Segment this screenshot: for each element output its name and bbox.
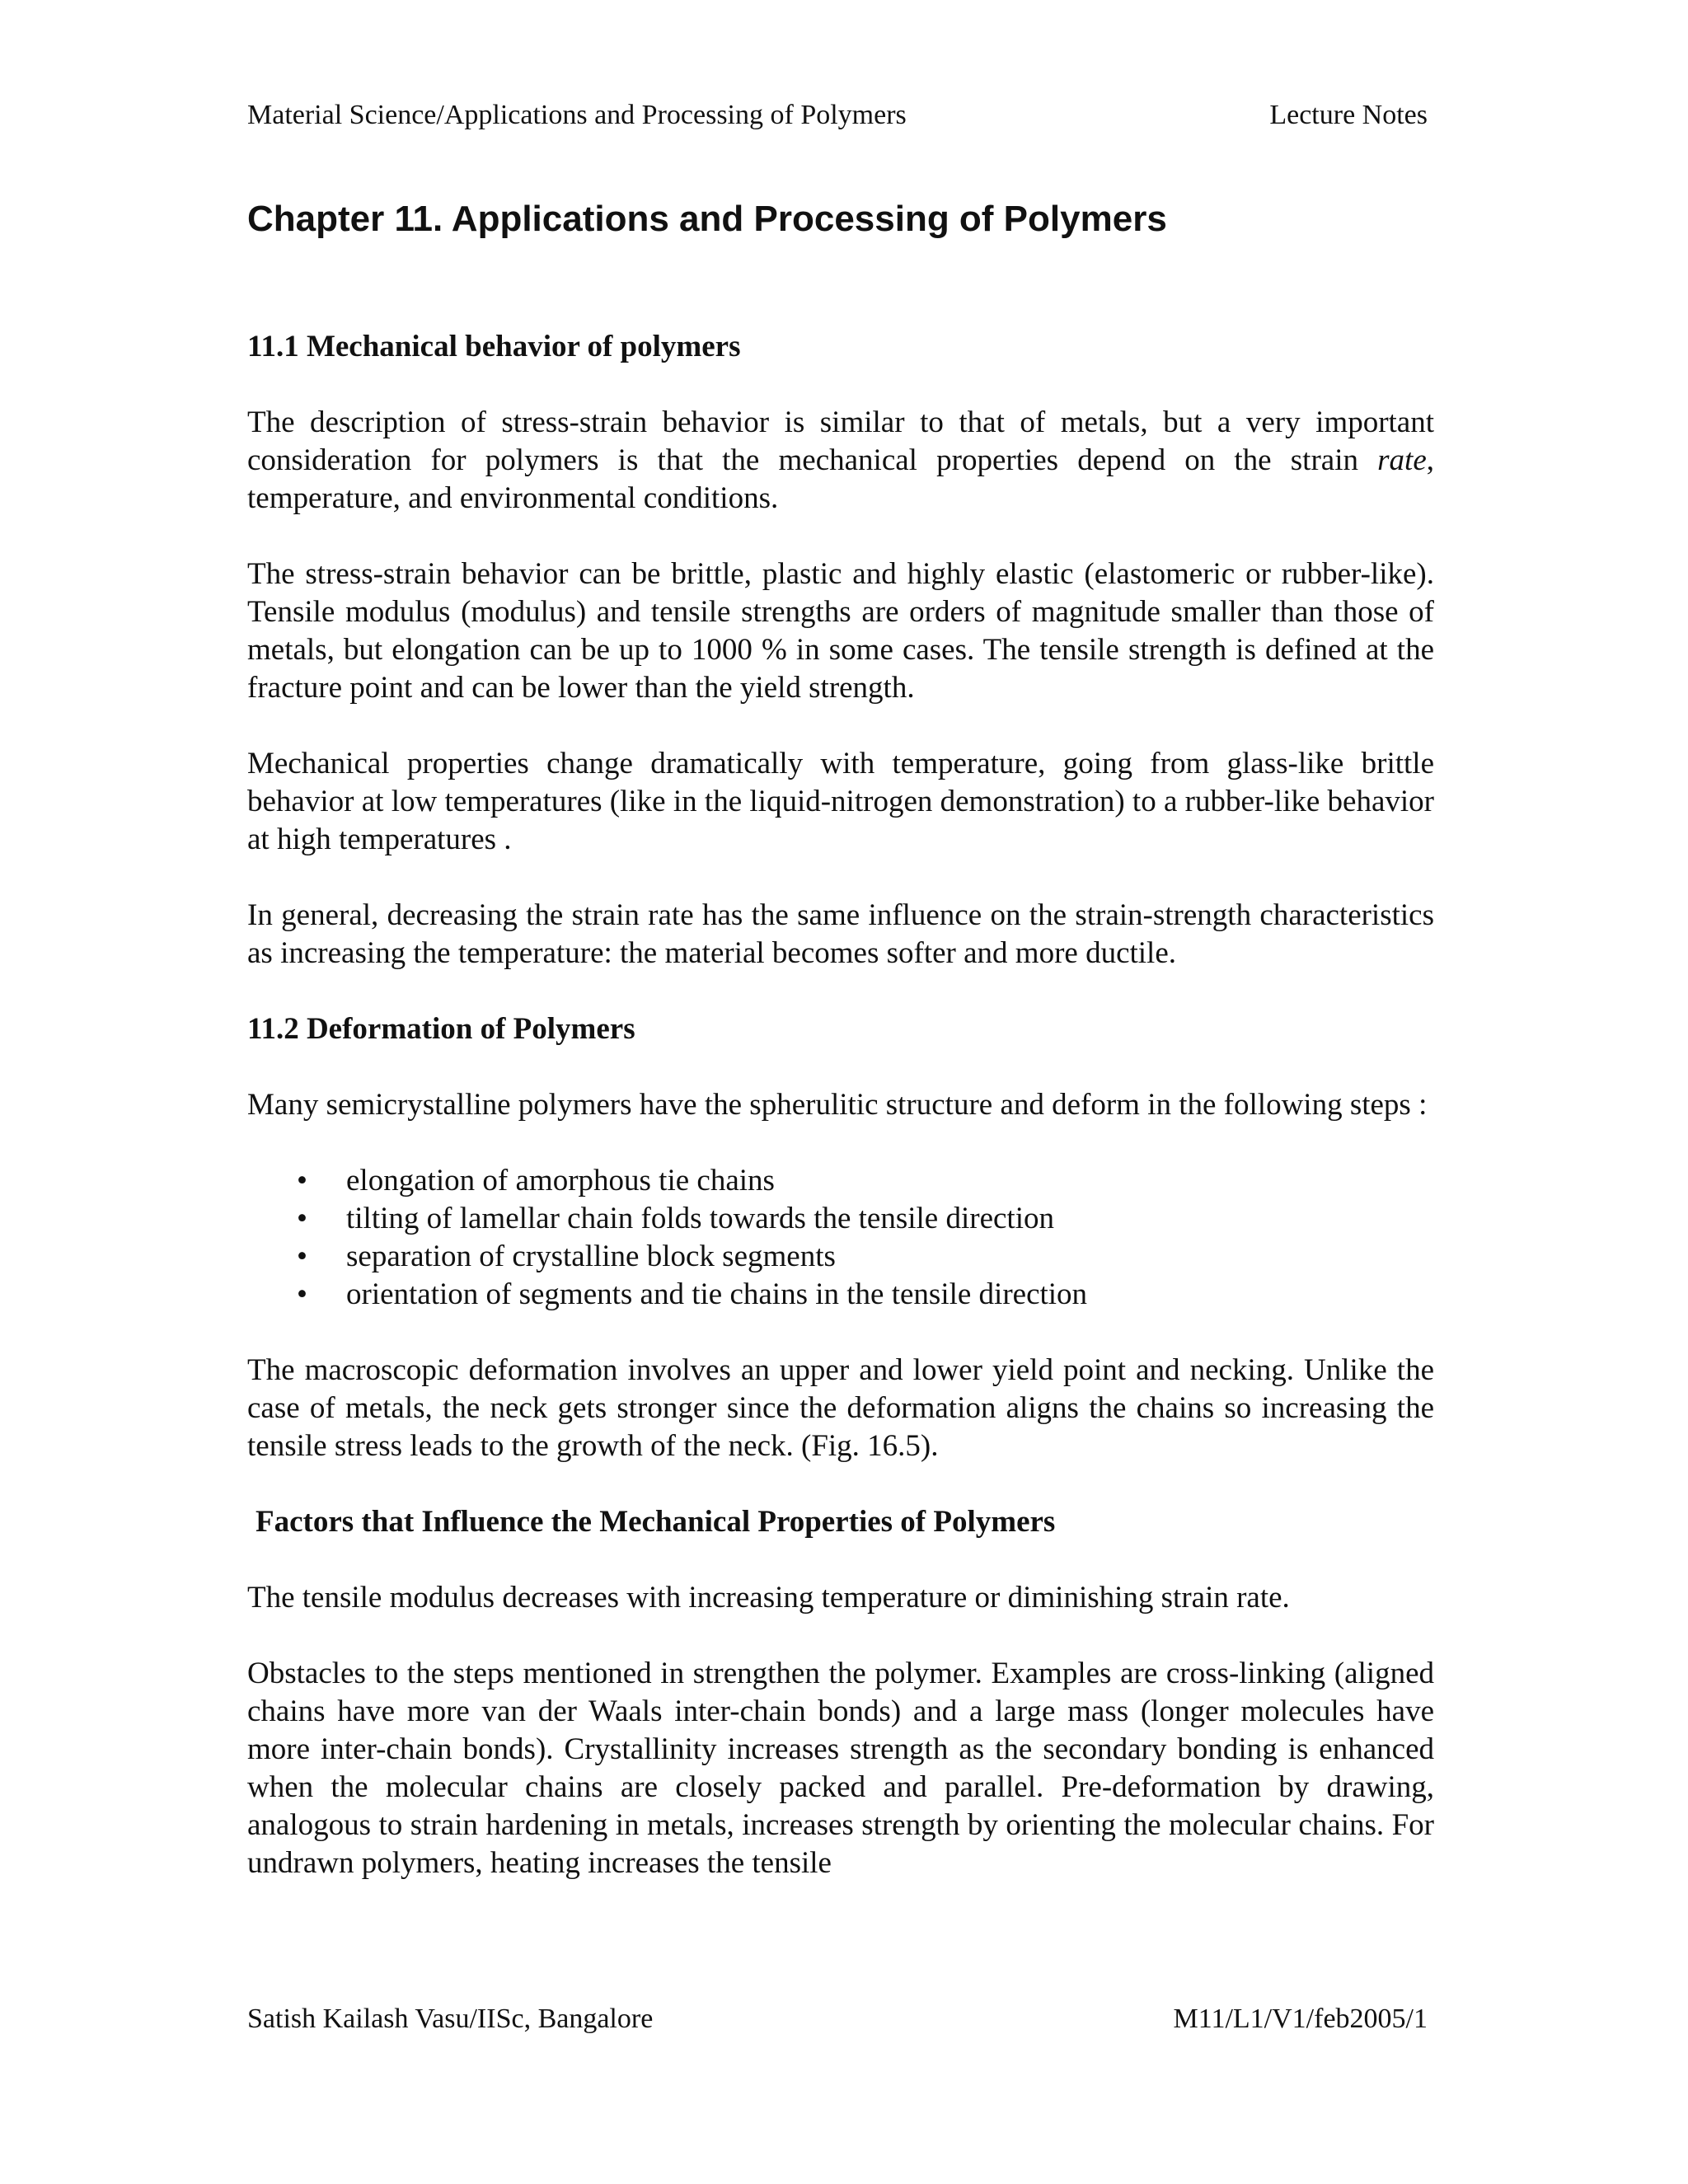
paragraph-obstacles: Obstacles to the steps mentioned in strengthen the polymer. Examples are cross-linking (aligned chains have more van der Waals inter-chain bonds) and a large mass (longer molecules have more inter-chain bonds). Crystallinity increases strength as the secondary bonding is enhanced when the molecular chains are closely packed and parallel. Pre-deformation by drawing, analogous to strain hardening in metals, increases strength by orienting the molecular chains. For undrawn polymers, heating increases the tensile: [247, 1657, 1434, 1880]
footer-author: Satish Kailash Vasu/IISc, Bangalore: [247, 2004, 654, 2034]
paragraph-semicrystalline-steps: Many semicrystalline polymers have the spherulitic structure and deform in the following steps :: [247, 1088, 1428, 1122]
section-heading-factors: Factors that Influence the Mechanical Properties of Polymers: [256, 1505, 1056, 1539]
section-heading-deformation: 11.2 Deformation of Polymers: [247, 1012, 635, 1046]
paragraph-tensile-modulus: The tensile modulus decreases with increasing temperature or diminishing strain rate.: [247, 1581, 1290, 1615]
list-item-text: elongation of amorphous tie chains: [346, 1164, 775, 1197]
list-item-text: tilting of lamellar chain folds towards the tensile direction: [346, 1202, 1054, 1235]
chapter-title: Chapter 11. Applications and Processing of Polymers: [247, 199, 1167, 239]
header-course-title: Material Science/Applications and Processing of Polymers: [247, 100, 907, 130]
emphasis-rate: rate: [1377, 443, 1427, 477]
section-heading-mechanical-behavior: 11.1 Mechanical behavior of polymers: [247, 330, 741, 363]
paragraph-temperature-effects: Mechanical properties change dramatically with temperature, going from glass-like brittle behavior at low temperatures (like in the liquid-nitrogen demonstration) to a rubber-like behavior at high temperatures .: [247, 747, 1434, 856]
deformation-steps-list: [247, 1162, 1434, 1314]
document-body: [247, 328, 1434, 1882]
paragraph-strain-rate: In general, decreasing the strain rate has the same influence on the strain-strength characteristics as increasing the temperature: the material becomes softer and more ductile.: [247, 898, 1434, 970]
paragraph-macroscopic-deformation: The macroscopic deformation involves an upper and lower yield point and necking. Unlike the case of metals, the neck gets stronger since the deformation aligns the chains so increasing the tensile stress leads to the growth of the neck. (Fig. 16.5).: [247, 1353, 1434, 1463]
bullet-icon: •: [297, 1277, 307, 1311]
list-item: [297, 1238, 1434, 1276]
list-item: [297, 1276, 1434, 1314]
header-doc-type: Lecture Notes: [1269, 100, 1428, 130]
bullet-icon: •: [297, 1240, 307, 1273]
footer-doc-id: M11/L1/V1/feb2005/1: [1173, 2004, 1428, 2034]
list-item-text: separation of crystalline block segments: [346, 1240, 836, 1273]
paragraph-stress-strain-intro: [247, 404, 1434, 518]
list-item: [297, 1200, 1434, 1238]
paragraph-stress-strain-behavior: The stress-strain behavior can be brittle, plastic and highly elastic (elastomeric or rubber-like). Tensile modulus (modulus) and tensile strengths are orders of magnitude smaller than those of metals, but elongation can be up to 1000 % in some cases. The tensile strength is defined at the fracture point and can be lower than the yield strength.: [247, 557, 1434, 705]
bullet-icon: •: [297, 1202, 307, 1235]
bullet-icon: •: [297, 1164, 307, 1197]
list-item-text: orientation of segments and tie chains in the tensile direction: [346, 1277, 1088, 1311]
paragraph-text: The description of stress-strain behavior is similar to that of metals, but a very important consideration for polymers is that the mechanical properties depend on the strain: [247, 405, 1434, 477]
list-item: [297, 1162, 1434, 1200]
paragraph-text: , temperature, and environmental conditions.: [247, 443, 1434, 515]
